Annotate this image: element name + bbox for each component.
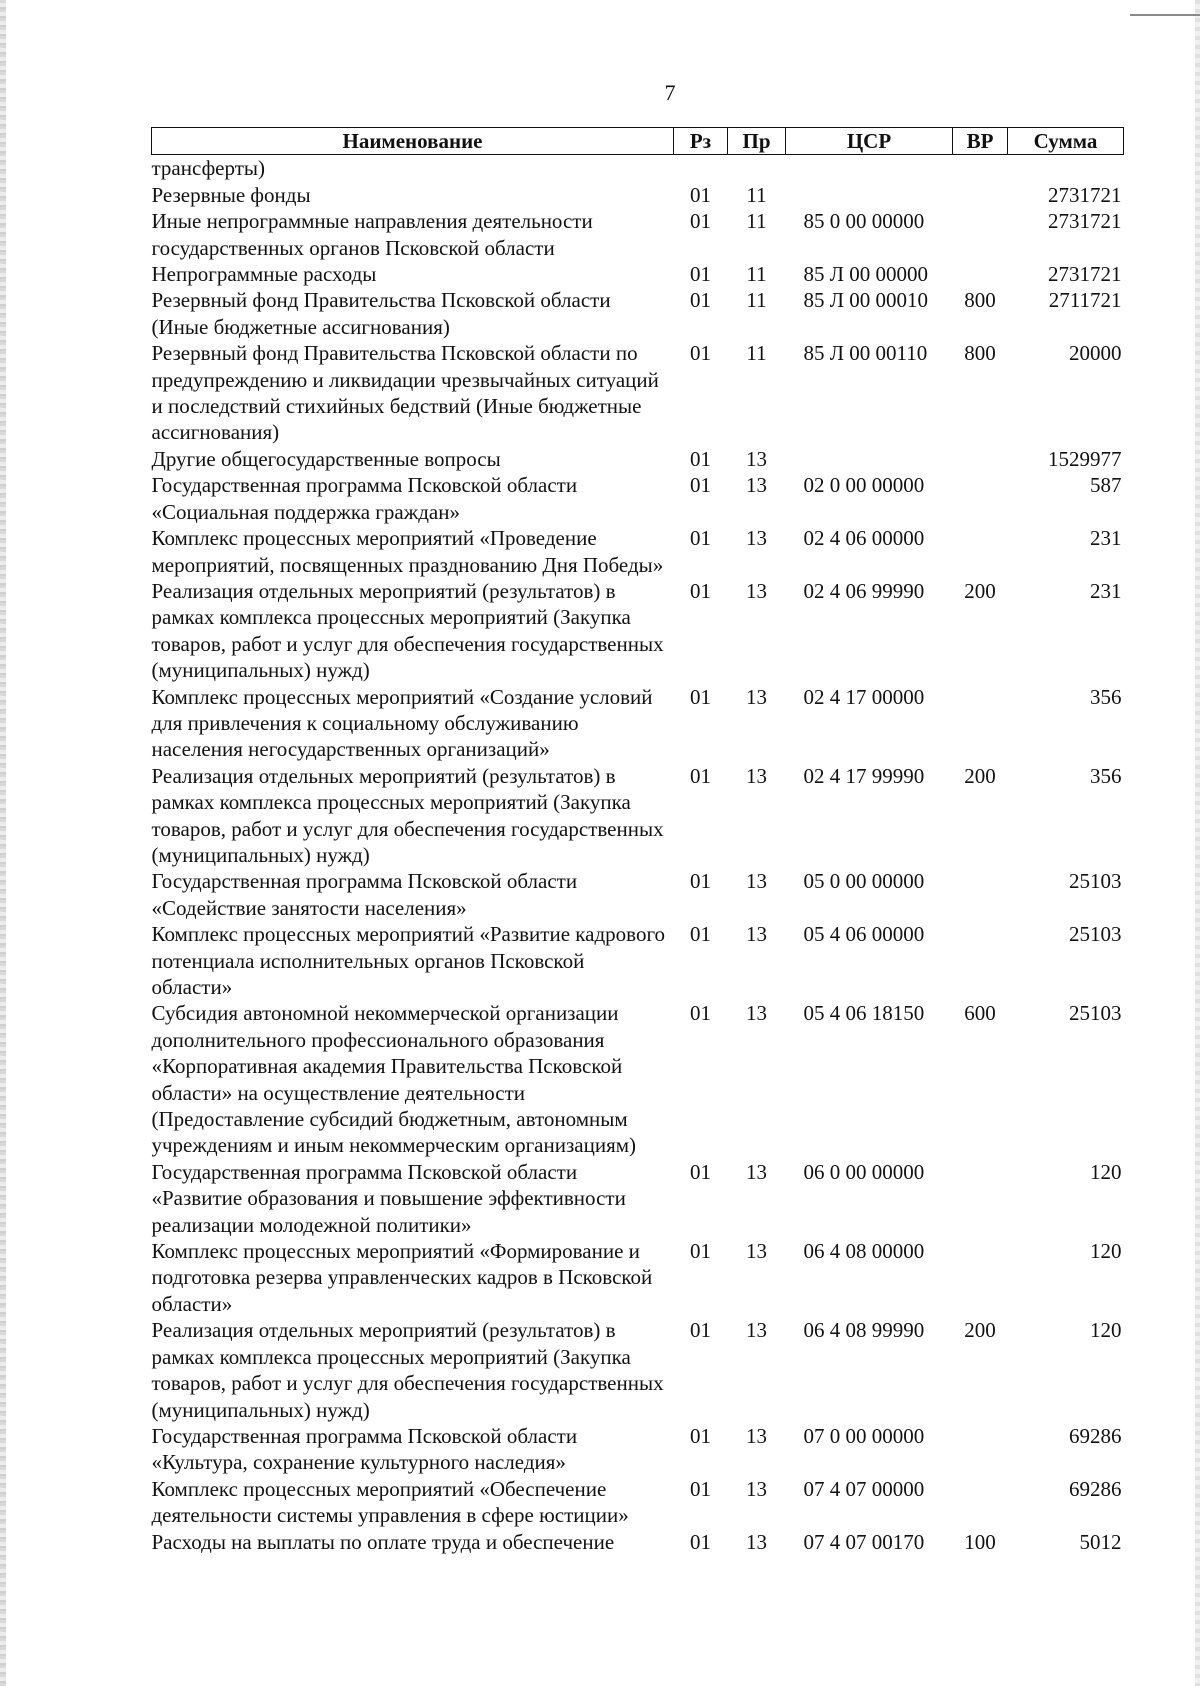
cell-csr: 85 Л 00 00110 <box>803 341 928 366</box>
cell-name: Иные непрограммные направления деятельности государственных органов Псковской области <box>151 209 593 260</box>
cell-name: Реализация отдельных мероприятий (результатов) в рамках комплекса процессных мероприятий (Закупка товаров, работ и услуг для обеспечения государственных (муниципальных) нужд) <box>151 1318 664 1422</box>
cell-sum: 25103 <box>1069 922 1122 947</box>
cell-rz: 01 <box>690 262 711 287</box>
cell-rz: 01 <box>690 1476 711 1501</box>
table-row <box>152 578 1124 684</box>
cell-vr <box>953 921 1008 1000</box>
header-csr: ЦСР <box>786 128 953 155</box>
cell-name: Комплекс процессных мероприятий «Проведение мероприятий, посвященных празднованию Дня Победы» <box>151 526 664 577</box>
cell-vr: 800 <box>964 341 996 366</box>
cell-pr <box>728 155 786 182</box>
scan-edge-right <box>1195 0 1200 1686</box>
table-row <box>152 155 1124 182</box>
scan-corner-mark <box>1130 0 1200 16</box>
cell-pr: 13 <box>746 869 767 894</box>
cell-rz: 01 <box>690 526 711 551</box>
cell-csr <box>786 446 953 472</box>
cell-name: Комплекс процессных мероприятий «Формирование и подготовка резерва управленческих кадров в Псковской области» <box>151 1239 653 1316</box>
header-vr: ВР <box>953 128 1008 155</box>
cell-vr: 200 <box>964 763 996 788</box>
cell-rz: 01 <box>690 341 711 366</box>
header-pr: Пр <box>728 128 786 155</box>
cell-csr: 07 4 07 00000 <box>803 1476 925 1501</box>
cell-csr: 02 0 00 00000 <box>803 473 925 498</box>
cell-vr <box>953 525 1008 578</box>
table-row <box>152 1238 1124 1317</box>
cell-sum: 69286 <box>1069 1423 1122 1448</box>
table-row <box>152 684 1124 763</box>
cell-rz: 01 <box>690 1001 711 1026</box>
cell-csr: 06 4 08 99990 <box>803 1318 925 1343</box>
cell-name: Субсидия автономной некоммерческой организации дополнительного профессионального образования «Корпоративная академия Правительства Псковской области» на осуществление деятельности (Предоставление субсидий бюджетным, автономным учреждениям и иным некоммерческим организациям) <box>151 1001 637 1158</box>
cell-name: Государственная программа Псковской области «Социальная поддержка граждан» <box>151 473 578 524</box>
cell-sum: 25103 <box>1069 869 1122 894</box>
cell-pr: 11 <box>746 182 767 207</box>
cell-name: трансферты) <box>151 156 266 181</box>
table-row <box>152 1529 1124 1555</box>
cell-name: Другие общегосударственные вопросы <box>151 446 501 471</box>
cell-pr: 13 <box>746 1423 767 1448</box>
cell-csr <box>786 182 953 208</box>
cell-rz: 01 <box>690 182 711 207</box>
cell-csr: 06 4 08 00000 <box>803 1239 925 1264</box>
cell-rz: 01 <box>690 288 711 313</box>
cell-vr <box>953 1159 1008 1238</box>
cell-sum: 5012 <box>1079 1529 1122 1554</box>
table-row <box>152 1000 1124 1158</box>
cell-vr <box>953 155 1008 182</box>
cell-name: Комплекс процессных мероприятий «Обеспечение деятельности системы управления в сфере юстиции» <box>151 1476 629 1528</box>
table-row <box>152 1423 1124 1476</box>
cell-pr: 13 <box>746 526 767 551</box>
cell-pr: 13 <box>746 446 767 471</box>
cell-vr: 800 <box>964 288 996 313</box>
cell-name: Резервный фонд Правительства Псковской области (Иные бюджетные ассигнования) <box>151 288 611 339</box>
cell-sum: 2731721 <box>1048 182 1122 207</box>
cell-csr: 06 0 00 00000 <box>803 1159 925 1184</box>
table-row <box>152 340 1124 446</box>
cell-sum: 231 <box>1090 526 1122 551</box>
table-row <box>152 261 1124 287</box>
budget-table <box>151 127 1124 1555</box>
table-row <box>152 208 1124 261</box>
cell-csr: 05 4 06 18150 <box>803 1001 925 1026</box>
cell-pr: 13 <box>746 1159 767 1184</box>
table-row <box>152 1159 1124 1238</box>
header-sum: Сумма <box>1008 128 1124 155</box>
cell-rz: 01 <box>690 473 711 498</box>
cell-rz: 01 <box>690 869 711 894</box>
cell-csr <box>786 155 953 182</box>
cell-rz: 01 <box>690 578 711 603</box>
table-row <box>152 182 1124 208</box>
cell-pr: 13 <box>746 1318 767 1343</box>
table-row <box>152 1317 1124 1423</box>
cell-vr <box>953 446 1008 472</box>
cell-rz: 01 <box>690 763 711 788</box>
cell-vr: 200 <box>964 1318 996 1343</box>
cell-pr: 11 <box>746 288 767 313</box>
cell-csr: 07 0 00 00000 <box>803 1423 925 1448</box>
cell-rz: 01 <box>690 1159 711 1184</box>
cell-csr: 07 4 07 00170 <box>803 1529 925 1554</box>
cell-rz: 01 <box>690 1529 711 1554</box>
cell-sum: 356 <box>1090 763 1122 788</box>
cell-pr: 13 <box>746 1529 767 1554</box>
header-row <box>152 128 1124 155</box>
cell-csr: 02 4 06 99990 <box>803 578 925 603</box>
page-number: 7 <box>664 80 676 105</box>
cell-vr <box>953 1476 1008 1529</box>
table-row <box>152 525 1124 578</box>
table-row <box>152 472 1124 525</box>
cell-name: Комплекс процессных мероприятий «Создание условий для привлечения к социальному обслуживанию населения негосударственных организаций» <box>151 684 653 762</box>
cell-vr <box>953 684 1008 763</box>
cell-rz <box>674 155 728 182</box>
cell-name: Резервный фонд Правительства Псковской области по предупреждению и ликвидации чрезвычайных ситуаций и последствий стихийных бедствий (Иные бюджетные ассигнования) <box>151 341 659 445</box>
cell-sum: 231 <box>1090 578 1122 603</box>
cell-vr: 100 <box>964 1529 996 1554</box>
cell-rz: 01 <box>690 922 711 947</box>
cell-pr: 11 <box>746 262 767 287</box>
cell-sum <box>1008 155 1124 182</box>
cell-vr: 600 <box>964 1001 996 1026</box>
cell-sum: 120 <box>1090 1159 1122 1184</box>
cell-name: Государственная программа Псковской области «Культура, сохранение культурного наследия» <box>151 1423 578 1475</box>
cell-sum: 2731721 <box>1048 262 1122 287</box>
cell-csr: 05 0 00 00000 <box>803 869 925 894</box>
table-row <box>152 921 1124 1000</box>
cell-sum: 25103 <box>1069 1001 1122 1026</box>
cell-csr: 02 4 17 00000 <box>803 684 925 709</box>
cell-sum: 2711721 <box>1048 288 1122 313</box>
cell-rz: 01 <box>690 1318 711 1343</box>
cell-vr <box>953 472 1008 525</box>
table-header <box>152 128 1124 155</box>
cell-vr <box>953 182 1008 208</box>
cell-csr: 85 Л 00 00000 <box>803 262 928 287</box>
cell-pr: 11 <box>746 209 767 234</box>
cell-sum: 120 <box>1090 1239 1122 1264</box>
cell-name: Непрограммные расходы <box>151 262 377 287</box>
scan-edge-left <box>0 0 6 1686</box>
cell-csr: 05 4 06 00000 <box>803 922 925 947</box>
cell-pr: 13 <box>746 578 767 603</box>
header-rz: Рз <box>674 128 728 155</box>
cell-csr: 85 0 00 00000 <box>803 209 925 234</box>
cell-sum: 20000 <box>1069 341 1122 366</box>
cell-sum: 356 <box>1090 684 1122 709</box>
cell-rz: 01 <box>690 1239 711 1264</box>
cell-pr: 13 <box>746 684 767 709</box>
cell-sum: 1529977 <box>1048 446 1122 471</box>
cell-vr <box>953 1423 1008 1476</box>
cell-sum: 69286 <box>1069 1476 1122 1501</box>
cell-rz: 01 <box>690 446 711 471</box>
cell-vr <box>953 1238 1008 1317</box>
cell-vr <box>953 261 1008 287</box>
cell-pr: 13 <box>746 1001 767 1026</box>
cell-rz: 01 <box>690 1423 711 1448</box>
cell-rz: 01 <box>690 684 711 709</box>
cell-sum: 2731721 <box>1048 209 1122 234</box>
table-row <box>152 1476 1124 1529</box>
cell-name: Государственная программа Псковской области «Содействие занятости населения» <box>151 869 578 920</box>
cell-pr: 13 <box>746 1239 767 1264</box>
cell-pr: 13 <box>746 1476 767 1501</box>
cell-sum: 587 <box>1090 473 1122 498</box>
cell-name: Расходы на выплаты по оплате труда и обеспечение <box>151 1529 615 1554</box>
cell-csr: 85 Л 00 00010 <box>803 288 928 313</box>
cell-csr: 02 4 06 00000 <box>803 526 925 551</box>
cell-vr: 200 <box>964 578 996 603</box>
table-body <box>152 155 1124 1555</box>
cell-vr <box>953 868 1008 921</box>
cell-csr: 02 4 17 99990 <box>803 763 925 788</box>
cell-vr <box>953 208 1008 261</box>
cell-pr: 13 <box>746 922 767 947</box>
table-row <box>152 763 1124 869</box>
cell-pr: 11 <box>746 341 767 366</box>
table-row <box>152 868 1124 921</box>
cell-name: Комплекс процессных мероприятий «Развитие кадрового потенциала исполнительных органов Псковской области» <box>151 922 666 999</box>
cell-rz: 01 <box>690 209 711 234</box>
cell-pr: 13 <box>746 473 767 498</box>
cell-sum: 120 <box>1090 1318 1122 1343</box>
cell-name: Реализация отдельных мероприятий (результатов) в рамках комплекса процессных мероприятий (Закупка товаров, работ и услуг для обеспечения государственных (муниципальных) нужд) <box>151 763 664 867</box>
cell-name: Резервные фонды <box>151 182 311 207</box>
cell-name: Государственная программа Псковской области «Развитие образования и повышение эффективности реализации молодежной политики» <box>151 1159 626 1237</box>
header-name: Наименование <box>152 128 674 155</box>
table-row <box>152 287 1124 340</box>
cell-pr: 13 <box>746 763 767 788</box>
table-row <box>152 446 1124 472</box>
cell-name: Реализация отдельных мероприятий (результатов) в рамках комплекса процессных мероприятий (Закупка товаров, работ и услуг для обеспечения государственных (муниципальных) нужд) <box>151 578 664 683</box>
